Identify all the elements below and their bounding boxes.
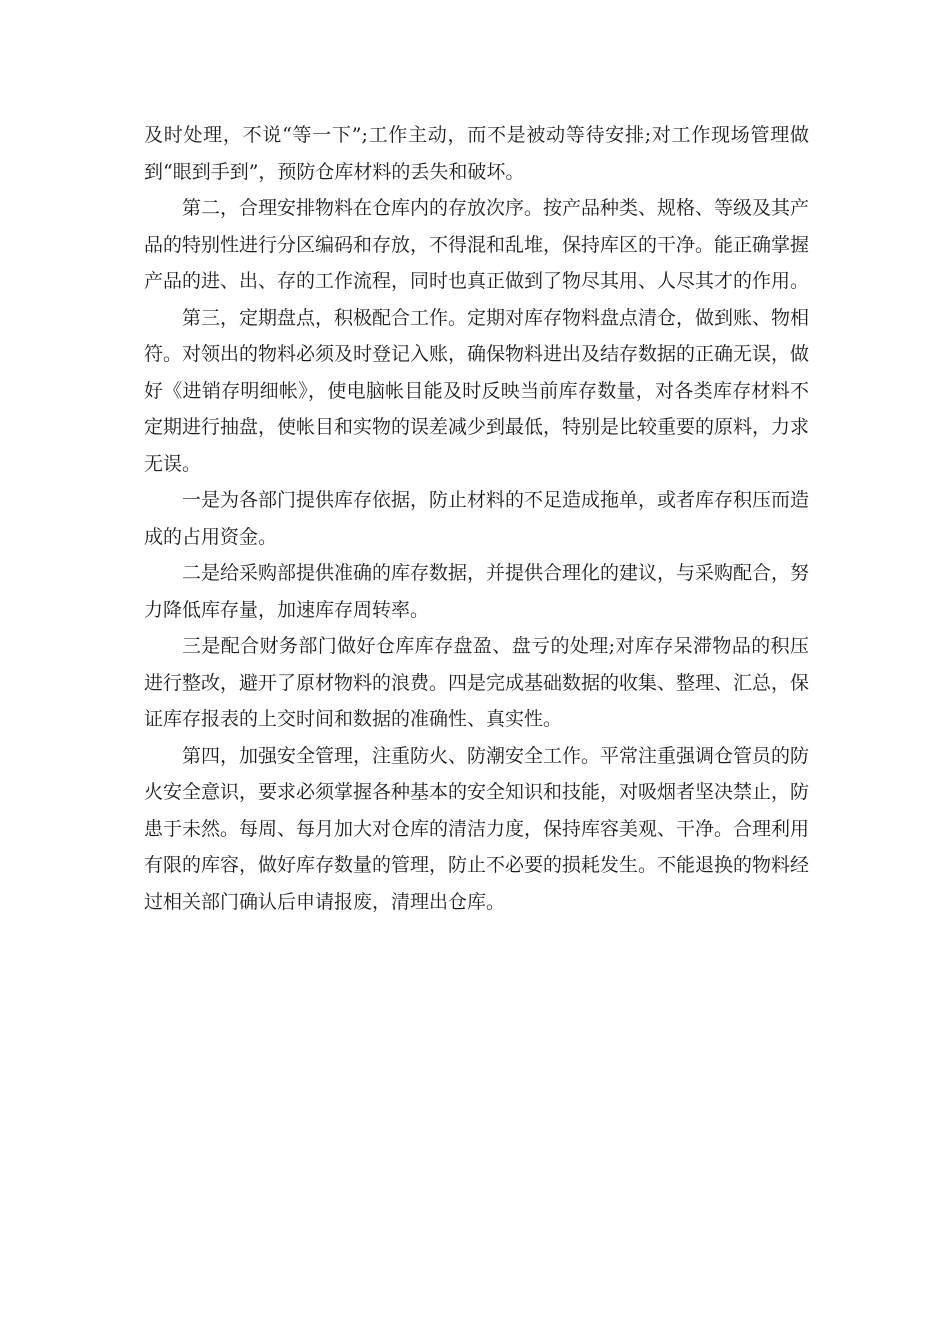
paragraph-continuation: 及时处理，不说“等一下”;工作主动，而不是被动等待安排;对工作现场管理做到“眼到手到”，预防仓库材料的丢失和破坏。 [144,124,809,183]
paragraph-third-point: 第三，定期盘点，积极配合工作。定期对库存物料盘点清仓，做到账、物相符。对领出的物料必须及时登记入账，确保物料进出及结存数据的正确无误，做好《进销存明细帐》，使电脑帐目能及时反映当前库存数量，对各类库存材料不定期进行抽盘，使帐目和实物的误差减少到最低，特别是比较重要的原料，力求无误。 [144,306,810,475]
paragraph-sub-point-two: 二是给采购部提供准确的库存数据，并提供合理化的建议，与采购配合，努力降低库存量，加速库存周转率。 [144,562,810,621]
paragraph-sub-point-three: 三是配合财务部门做好仓库库存盘盈、盘亏的处理;对库存呆滞物品的积压进行整改，避开了原材物料的浪费。四是完成基础数据的收集、整理、汇总，保证库存报表的上交时间和数据的准确性、真实性。 [144,635,810,730]
paragraph-fourth-point: 第四，加强安全管理，注重防火、防潮安全工作。平常注重强调仓管员的防火安全意识，要求必须掌握各种基本的安全知识和技能，对吸烟者坚决禁止，防患于未然。每周、每月加大对仓库的清洁力度，保持库容美观、干净。合理利用有限的库容，做好库存数量的管理，防止不必要的损耗发生。不能退换的物料经过相关部门确认后申请报废，清理出仓库。 [144,744,810,913]
paragraph-sub-point-one: 一是为各部门提供库存依据，防止材料的不足造成拖单，或者库存积压而造成的占用资金。 [144,489,810,548]
paragraph-second-point: 第二，合理安排物料在仓库内的存放次序。按产品种类、规格、等级及其产品的特别性进行分区编码和存放，不得混和乱堆，保持库区的干净。能正确掌握产品的进、出、存的工作流程，同时也真正做到了物尽其用、人尽其才的作用。 [144,197,810,292]
document-body [144,117,809,920]
